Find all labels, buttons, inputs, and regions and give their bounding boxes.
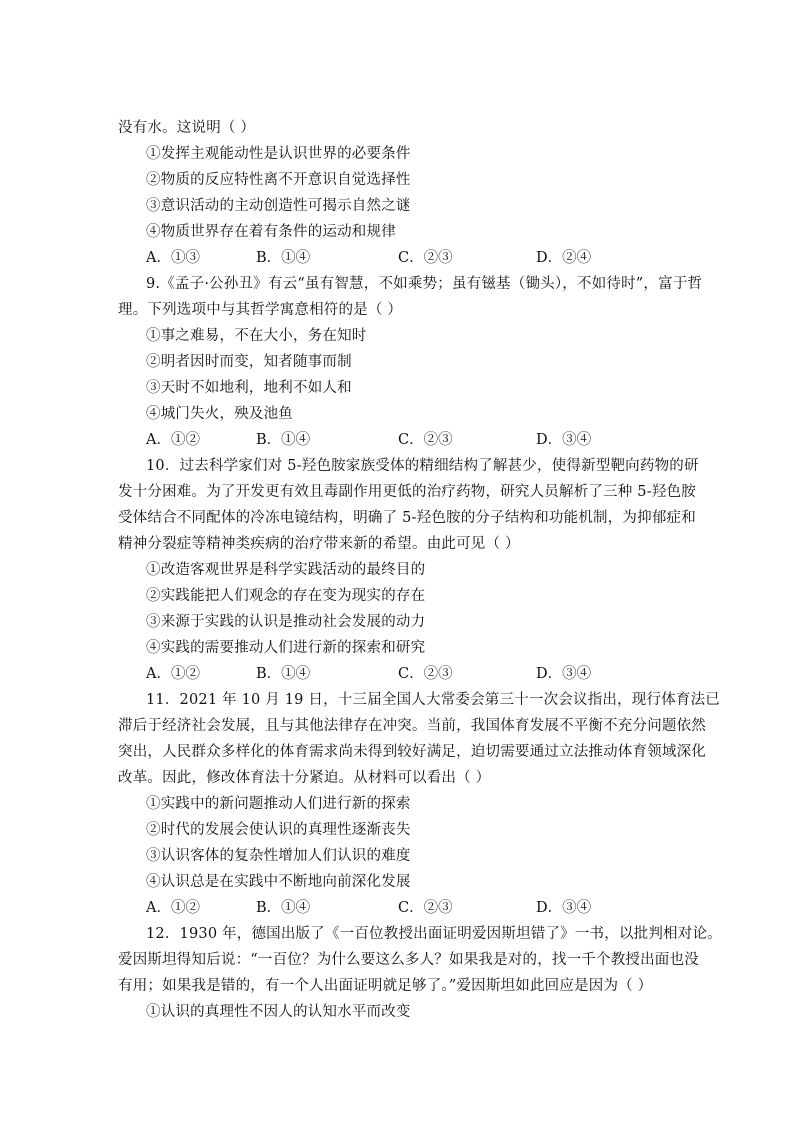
q11-choice-d: D．③④ bbox=[536, 900, 592, 916]
q9-statement-1: ①事之难易，不在大小，务在知时 bbox=[146, 328, 367, 344]
q10-stem-line-3: 受体结合不同配体的冷冻电镜结构，明确了 5-羟色胺的分子结构和功能机制，为抑郁症和 bbox=[118, 510, 696, 526]
q9-statement-3: ③天时不如地利，地利不如人和 bbox=[146, 380, 352, 396]
q8-choice-b: B．①④ bbox=[256, 250, 311, 266]
q11-statement-1: ①实践中的新问题推动人们进行新的探索 bbox=[146, 796, 411, 812]
q9-choice-c: C．②③ bbox=[398, 432, 453, 448]
q9-statement-2: ②明者因时而变，知者随事而制 bbox=[146, 354, 352, 370]
q9-choice-b: B．①④ bbox=[256, 432, 311, 448]
q9-statement-4: ④城门失火，殃及池鱼 bbox=[146, 406, 293, 422]
q8-choice-c: C．②③ bbox=[398, 250, 453, 266]
q12-stem-line-3: 有用；如果我是错的，有一个人出面证明就足够了。”爱因斯坦如此回应是因为（ ） bbox=[118, 978, 653, 994]
q10-statement-1: ①改造客观世界是科学实践活动的最终目的 bbox=[146, 562, 426, 578]
q10-statement-3: ③来源于实践的认识是推动社会发展的动力 bbox=[146, 614, 426, 630]
q8-choice-d: D．②④ bbox=[536, 250, 592, 266]
q11-stem-line-2: 滞后于经济社会发展，且与其他法律存在冲突。当前，我国体育发展不平衡不充分问题依然 bbox=[118, 718, 706, 734]
q12-stem-line-2: 爱因斯坦得知后说：“一百位？为什么要这么多人？如果我是对的，找一千个教授出面也没 bbox=[118, 952, 699, 968]
q10-stem-line-2: 发十分困难。为了开发更有效且毒副作用更低的治疗药物，研究人员解析了三种 5-羟色胺 bbox=[118, 484, 696, 500]
q11-stem-line-3: 突出，人民群众多样化的体育需求尚未得到较好满足，迫切需要通过立法推动体育领域深化 bbox=[118, 744, 706, 760]
q11-choice-c: C．②③ bbox=[398, 900, 453, 916]
q9-choice-d: D．③④ bbox=[536, 432, 592, 448]
q8-statement-4: ④物质世界存在着有条件的运动和规律 bbox=[146, 224, 396, 240]
q11-statement-2: ②时代的发展会使认识的真理性逐渐丧失 bbox=[146, 822, 411, 838]
q11-choice-b: B．①④ bbox=[256, 900, 311, 916]
q8-stem-tail: 没有水。这说明（ ） bbox=[118, 120, 256, 136]
q10-choice-b: B．①④ bbox=[256, 666, 311, 682]
q8-statement-3: ③意识活动的主动创造性可揭示自然之谜 bbox=[146, 198, 411, 214]
q10-stem-line-4: 精神分裂症等精神类疾病的治疗带来新的希望。由此可见（ ） bbox=[118, 536, 520, 552]
q9-choice-a: A．①② bbox=[146, 432, 200, 448]
q10-choice-a: A．①② bbox=[146, 666, 200, 682]
q11-statement-3: ③认识客体的复杂性增加人们认识的难度 bbox=[146, 848, 411, 864]
q12-stem-line-1: 12．1930 年，德国出版了《一百位教授出面证明爱因斯坦错了》一书，以批判相对论。 bbox=[146, 926, 722, 942]
q8-statement-2: ②物质的反应特性离不开意识自觉选择性 bbox=[146, 172, 411, 188]
q9-stem-line-1: 9.《孟子·公孙丑》有云“虽有智慧，不如乘势；虽有镃基（锄头），不如待时”，富于哲 bbox=[146, 276, 703, 292]
q11-stem-line-4: 改革。因此，修改体育法十分紧迫。从材料可以看出（ ） bbox=[118, 770, 491, 786]
q8-choice-a: A．①③ bbox=[146, 250, 200, 266]
q8-statement-1: ①发挥主观能动性是认识世界的必要条件 bbox=[146, 146, 411, 162]
q11-stem-line-1: 11．2021 年 10 月 19 日，十三届全国人大常委会第三十一次会议指出，现行体育法已 bbox=[146, 692, 720, 708]
q10-statement-2: ②实践能把人们观念的存在变为现实的存在 bbox=[146, 588, 426, 604]
q9-stem-line-2: 理。下列选项中与其哲学寓意相符的是（ ） bbox=[118, 302, 403, 318]
q10-statement-4: ④实践的需要推动人们进行新的探索和研究 bbox=[146, 640, 426, 656]
q11-statement-4: ④认识总是在实践中不断地向前深化发展 bbox=[146, 874, 411, 890]
q11-choice-a: A．①② bbox=[146, 900, 200, 916]
q10-choice-c: C．②③ bbox=[398, 666, 453, 682]
q12-statement-1: ①认识的真理性不因人的认知水平而改变 bbox=[146, 1004, 411, 1020]
q10-stem-line-1: 10．过去科学家们对 5-羟色胺家族受体的精细结构了解甚少，使得新型靶向药物的研 bbox=[146, 458, 699, 474]
q10-choice-d: D．③④ bbox=[536, 666, 592, 682]
